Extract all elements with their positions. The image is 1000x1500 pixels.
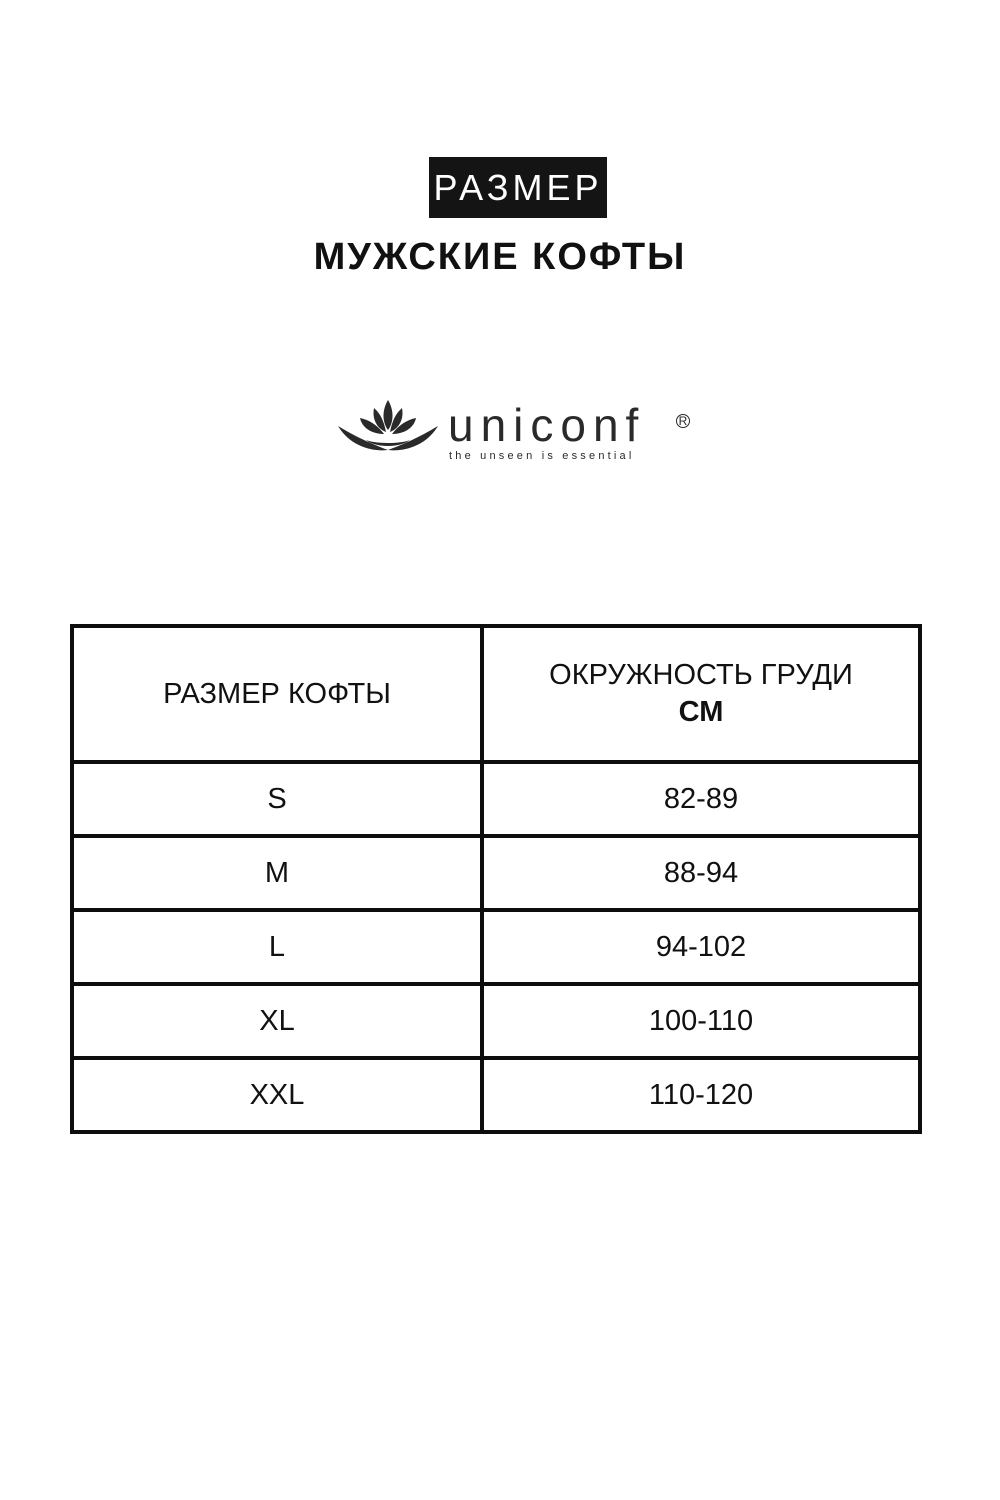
table-row <box>72 836 920 910</box>
size-chart-table <box>70 624 922 1134</box>
table-row <box>72 1058 920 1132</box>
cell-chest: 110-120 <box>482 1058 920 1132</box>
header-chest <box>482 626 920 762</box>
cell-chest: 94-102 <box>482 910 920 984</box>
header-size <box>72 626 482 762</box>
cell-size: XXL <box>72 1058 482 1132</box>
cell-chest: 82-89 <box>482 762 920 836</box>
page-title: МУЖСКИЕ КОФТЫ <box>313 236 687 278</box>
cell-chest: 88-94 <box>482 836 920 910</box>
registered-mark: R <box>676 414 690 428</box>
cell-chest: 100-110 <box>482 984 920 1058</box>
brand-wordmark: uniconf <box>448 399 646 451</box>
table-row <box>72 984 920 1058</box>
cell-size: S <box>72 762 482 836</box>
size-badge: РАЗМЕР <box>429 157 607 218</box>
header-chest-unit: СМ <box>678 696 724 728</box>
header-size-label: РАЗМЕР КОФТЫ <box>163 677 391 710</box>
cell-size: L <box>72 910 482 984</box>
brand-tagline: the unseen is essential <box>449 450 635 462</box>
cell-size: XL <box>72 984 482 1058</box>
lotus-icon <box>336 396 440 458</box>
table-row <box>72 762 920 836</box>
table-header-row <box>72 626 920 762</box>
brand-logo <box>336 396 696 466</box>
table-row <box>72 910 920 984</box>
header-chest-label: ОКРУЖНОСТЬ ГРУДИ <box>549 659 853 691</box>
cell-size: M <box>72 836 482 910</box>
